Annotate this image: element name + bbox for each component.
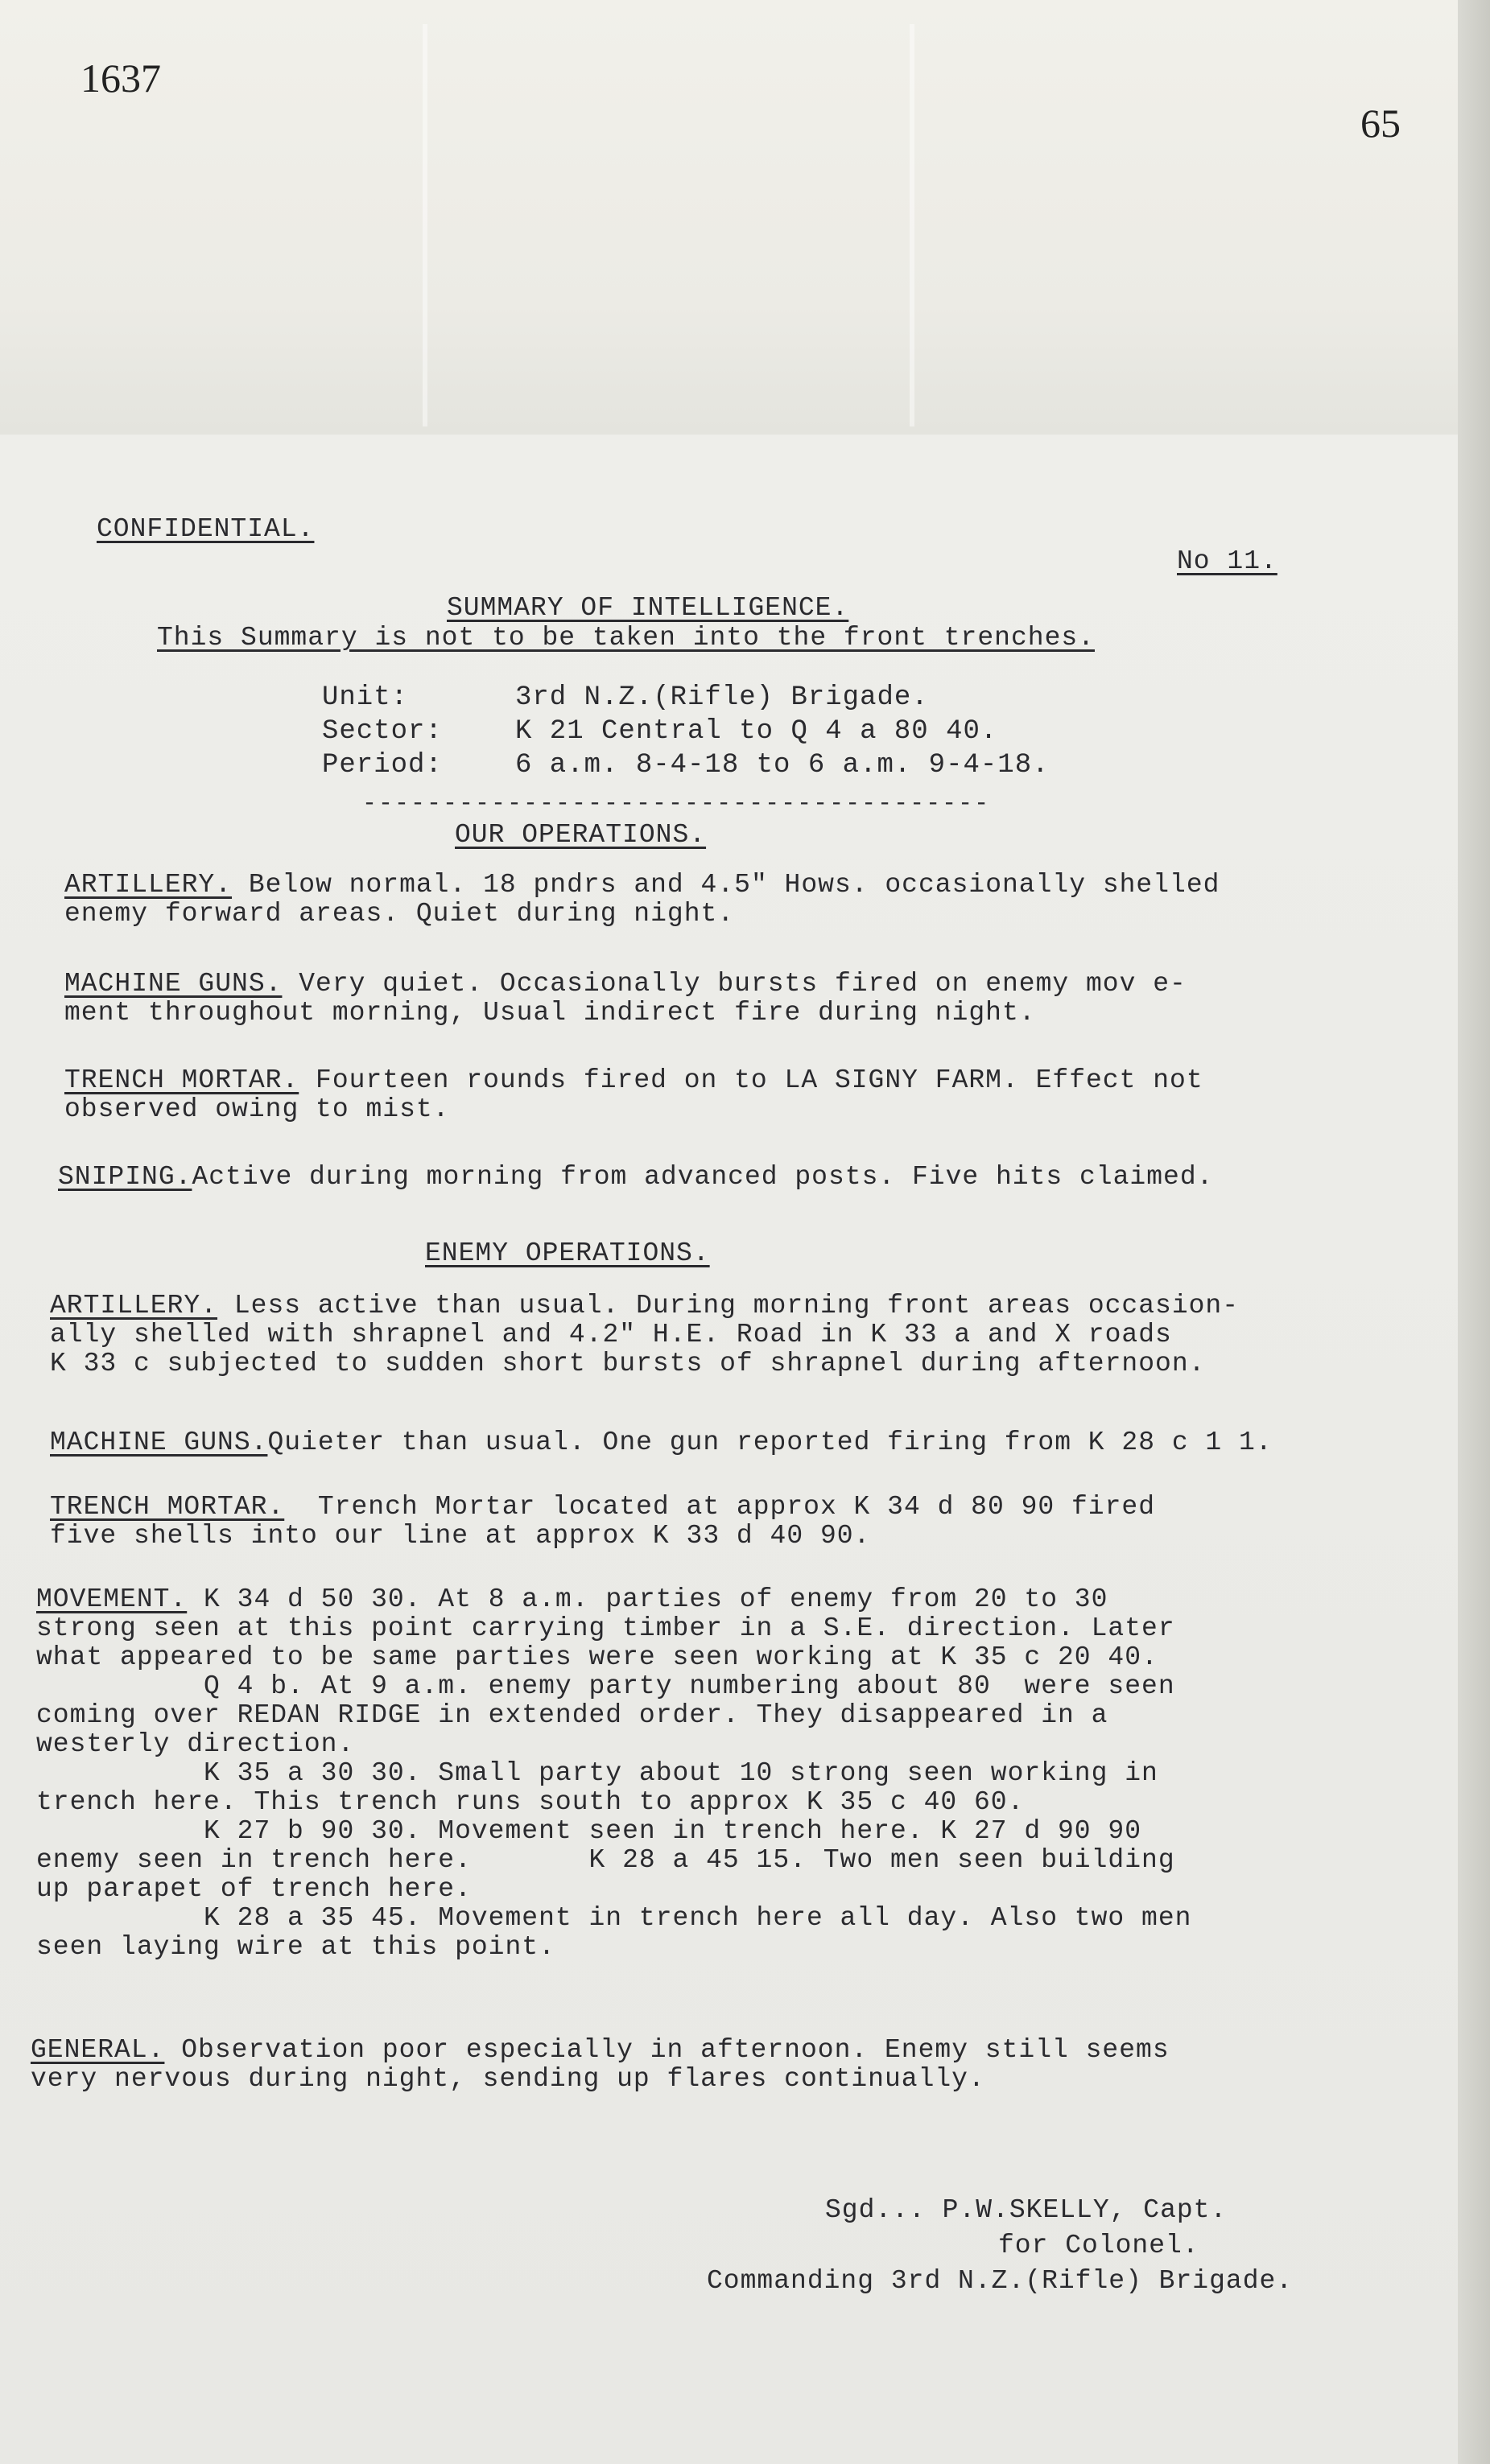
paragraph-our-artillery — [64, 871, 1220, 929]
paragraph-line: Less active than usual. During morning front areas occasion- — [217, 1291, 1240, 1321]
paragraph-label: ARTILLERY. — [50, 1291, 218, 1321]
paragraph-our-trench-mortar — [64, 1066, 1203, 1124]
paragraph-general — [31, 2036, 1170, 2094]
top-sheet — [0, 0, 1490, 436]
page-edge — [1458, 0, 1490, 2464]
header-value: K 21 Central to Q 4 a 80 40. — [515, 716, 998, 747]
paragraph-enemy-trench-mortar — [50, 1493, 1155, 1551]
header-value: 3rd N.Z.(Rifle) Brigade. — [515, 682, 929, 713]
paragraph-label: ARTILLERY. — [64, 870, 233, 900]
paragraph-line: K 33 c subjected to sudden short bursts of shrapnel during afternoon. — [50, 1349, 1206, 1378]
paragraph-label: GENERAL. — [31, 2035, 165, 2065]
paragraph-line: Active during morning from advanced posts. Five hits claimed. — [192, 1162, 1214, 1192]
paragraph-label: SNIPING. — [58, 1162, 192, 1192]
paragraph-label: TRENCH MORTAR. — [50, 1492, 285, 1522]
paragraph-line: K 27 b 90 30. Movement seen in trench here. K 27 d 90 90 — [36, 1816, 1142, 1846]
paragraph-line: Q 4 b. At 9 a.m. enemy party numbering about 80 were seen — [36, 1671, 1175, 1701]
paragraph-line: strong seen at this point carrying timber in a S.E. direction. Later — [36, 1613, 1175, 1643]
paragraph-label: MACHINE GUNS. — [50, 1428, 268, 1457]
paragraph-line: Quieter than usual. One gun reported firing from K 28 c 1 1. — [267, 1428, 1273, 1457]
fold-crease — [910, 24, 914, 426]
header-label: Unit: — [322, 682, 409, 713]
header-unit — [322, 682, 929, 713]
paragraph-our-sniping — [58, 1163, 1213, 1192]
document-number: No 11. — [1177, 546, 1277, 576]
paragraph-label: MACHINE GUNS. — [64, 969, 283, 999]
paragraph-line: K 28 a 35 45. Movement in trench here all day. Also two men — [36, 1903, 1192, 1933]
fold-crease — [423, 24, 427, 426]
paragraph-line: coming over REDAN RIDGE in extended order. They disappeared in a — [36, 1700, 1108, 1730]
paragraph-line: observed owing to mist. — [64, 1094, 450, 1124]
paragraph-line: Fourteen rounds fired on to LA SIGNY FARM. Effect not — [299, 1065, 1203, 1095]
header-sector — [322, 716, 997, 747]
distribution-warning: This Summary is not to be taken into the front trenches. — [157, 623, 1095, 653]
paragraph-line: five shells into our line at approx K 33 d 40 90. — [50, 1521, 871, 1551]
paragraph-line: trench here. This trench runs south to approx K 35 c 40 60. — [36, 1787, 1025, 1817]
paragraph-line: Trench Mortar located at approx K 34 d 80 90 fired — [284, 1492, 1156, 1522]
paragraph-line: very nervous during night, sending up flares continually. — [31, 2064, 985, 2094]
paragraph-line: seen laying wire at this point. — [36, 1932, 555, 1962]
paragraph-line: K 34 d 50 30. At 8 a.m. parties of enemy from 20 to 30 — [187, 1584, 1108, 1614]
paragraph-line: up parapet of trench here. — [36, 1874, 472, 1904]
section-heading-enemy-operations: ENEMY OPERATIONS. — [425, 1238, 710, 1268]
paragraph-line: what appeared to be same parties were seen working at K 35 c 20 40. — [36, 1642, 1158, 1672]
header-value: 6 a.m. 8-4-18 to 6 a.m. 9-4-18. — [515, 750, 1050, 781]
folio-number-right: 65 — [1360, 101, 1401, 146]
section-heading-our-operations: OUR OPERATIONS. — [455, 820, 707, 850]
folio-number-left: 1637 — [80, 56, 161, 101]
header-period — [322, 750, 1050, 781]
paragraph-line: K 35 a 30 30. Small party about 10 strong seen working in — [36, 1758, 1158, 1788]
header-label: Sector: — [322, 716, 443, 747]
classification: CONFIDENTIAL. — [97, 514, 315, 544]
paragraph-line: ally shelled with shrapnel and 4.2" H.E. Road in K 33 a and X roads — [50, 1320, 1172, 1349]
signature-line: Sgd... P.W.SKELLY, Capt. — [825, 2195, 1228, 2225]
paragraph-label: TRENCH MORTAR. — [64, 1065, 299, 1095]
paragraph-label: MOVEMENT. — [36, 1584, 188, 1614]
divider-line: --------------------------------------- — [362, 790, 991, 818]
paragraph-line: enemy seen in trench here. K 28 a 45 15. Two men seen building — [36, 1845, 1175, 1875]
paragraph-enemy-movement — [36, 1585, 1191, 1962]
signature-line: for Colonel. — [998, 2231, 1199, 2260]
paragraph-line: enemy forward areas. Quiet during night. — [64, 899, 735, 929]
paragraph-line: ment throughout morning, Usual indirect fire during night. — [64, 998, 1036, 1028]
paragraph-enemy-machine-guns — [50, 1428, 1273, 1457]
paragraph-our-machine-guns — [64, 970, 1187, 1028]
paragraph-line: Below normal. 18 pndrs and 4.5" Hows. occasionally shelled — [232, 870, 1220, 900]
signature-line: Commanding 3rd N.Z.(Rifle) Brigade. — [707, 2266, 1294, 2296]
paragraph-enemy-artillery — [50, 1292, 1239, 1378]
paragraph-line: Observation poor especially in afternoon. Enemy still seems — [164, 2035, 1170, 2065]
paragraph-line: westerly direction. — [36, 1729, 355, 1759]
paragraph-line: Very quiet. Occasionally bursts fired on enemy mov e- — [282, 969, 1187, 999]
document-title: SUMMARY OF INTELLIGENCE. — [447, 593, 849, 623]
header-label: Period: — [322, 750, 443, 781]
